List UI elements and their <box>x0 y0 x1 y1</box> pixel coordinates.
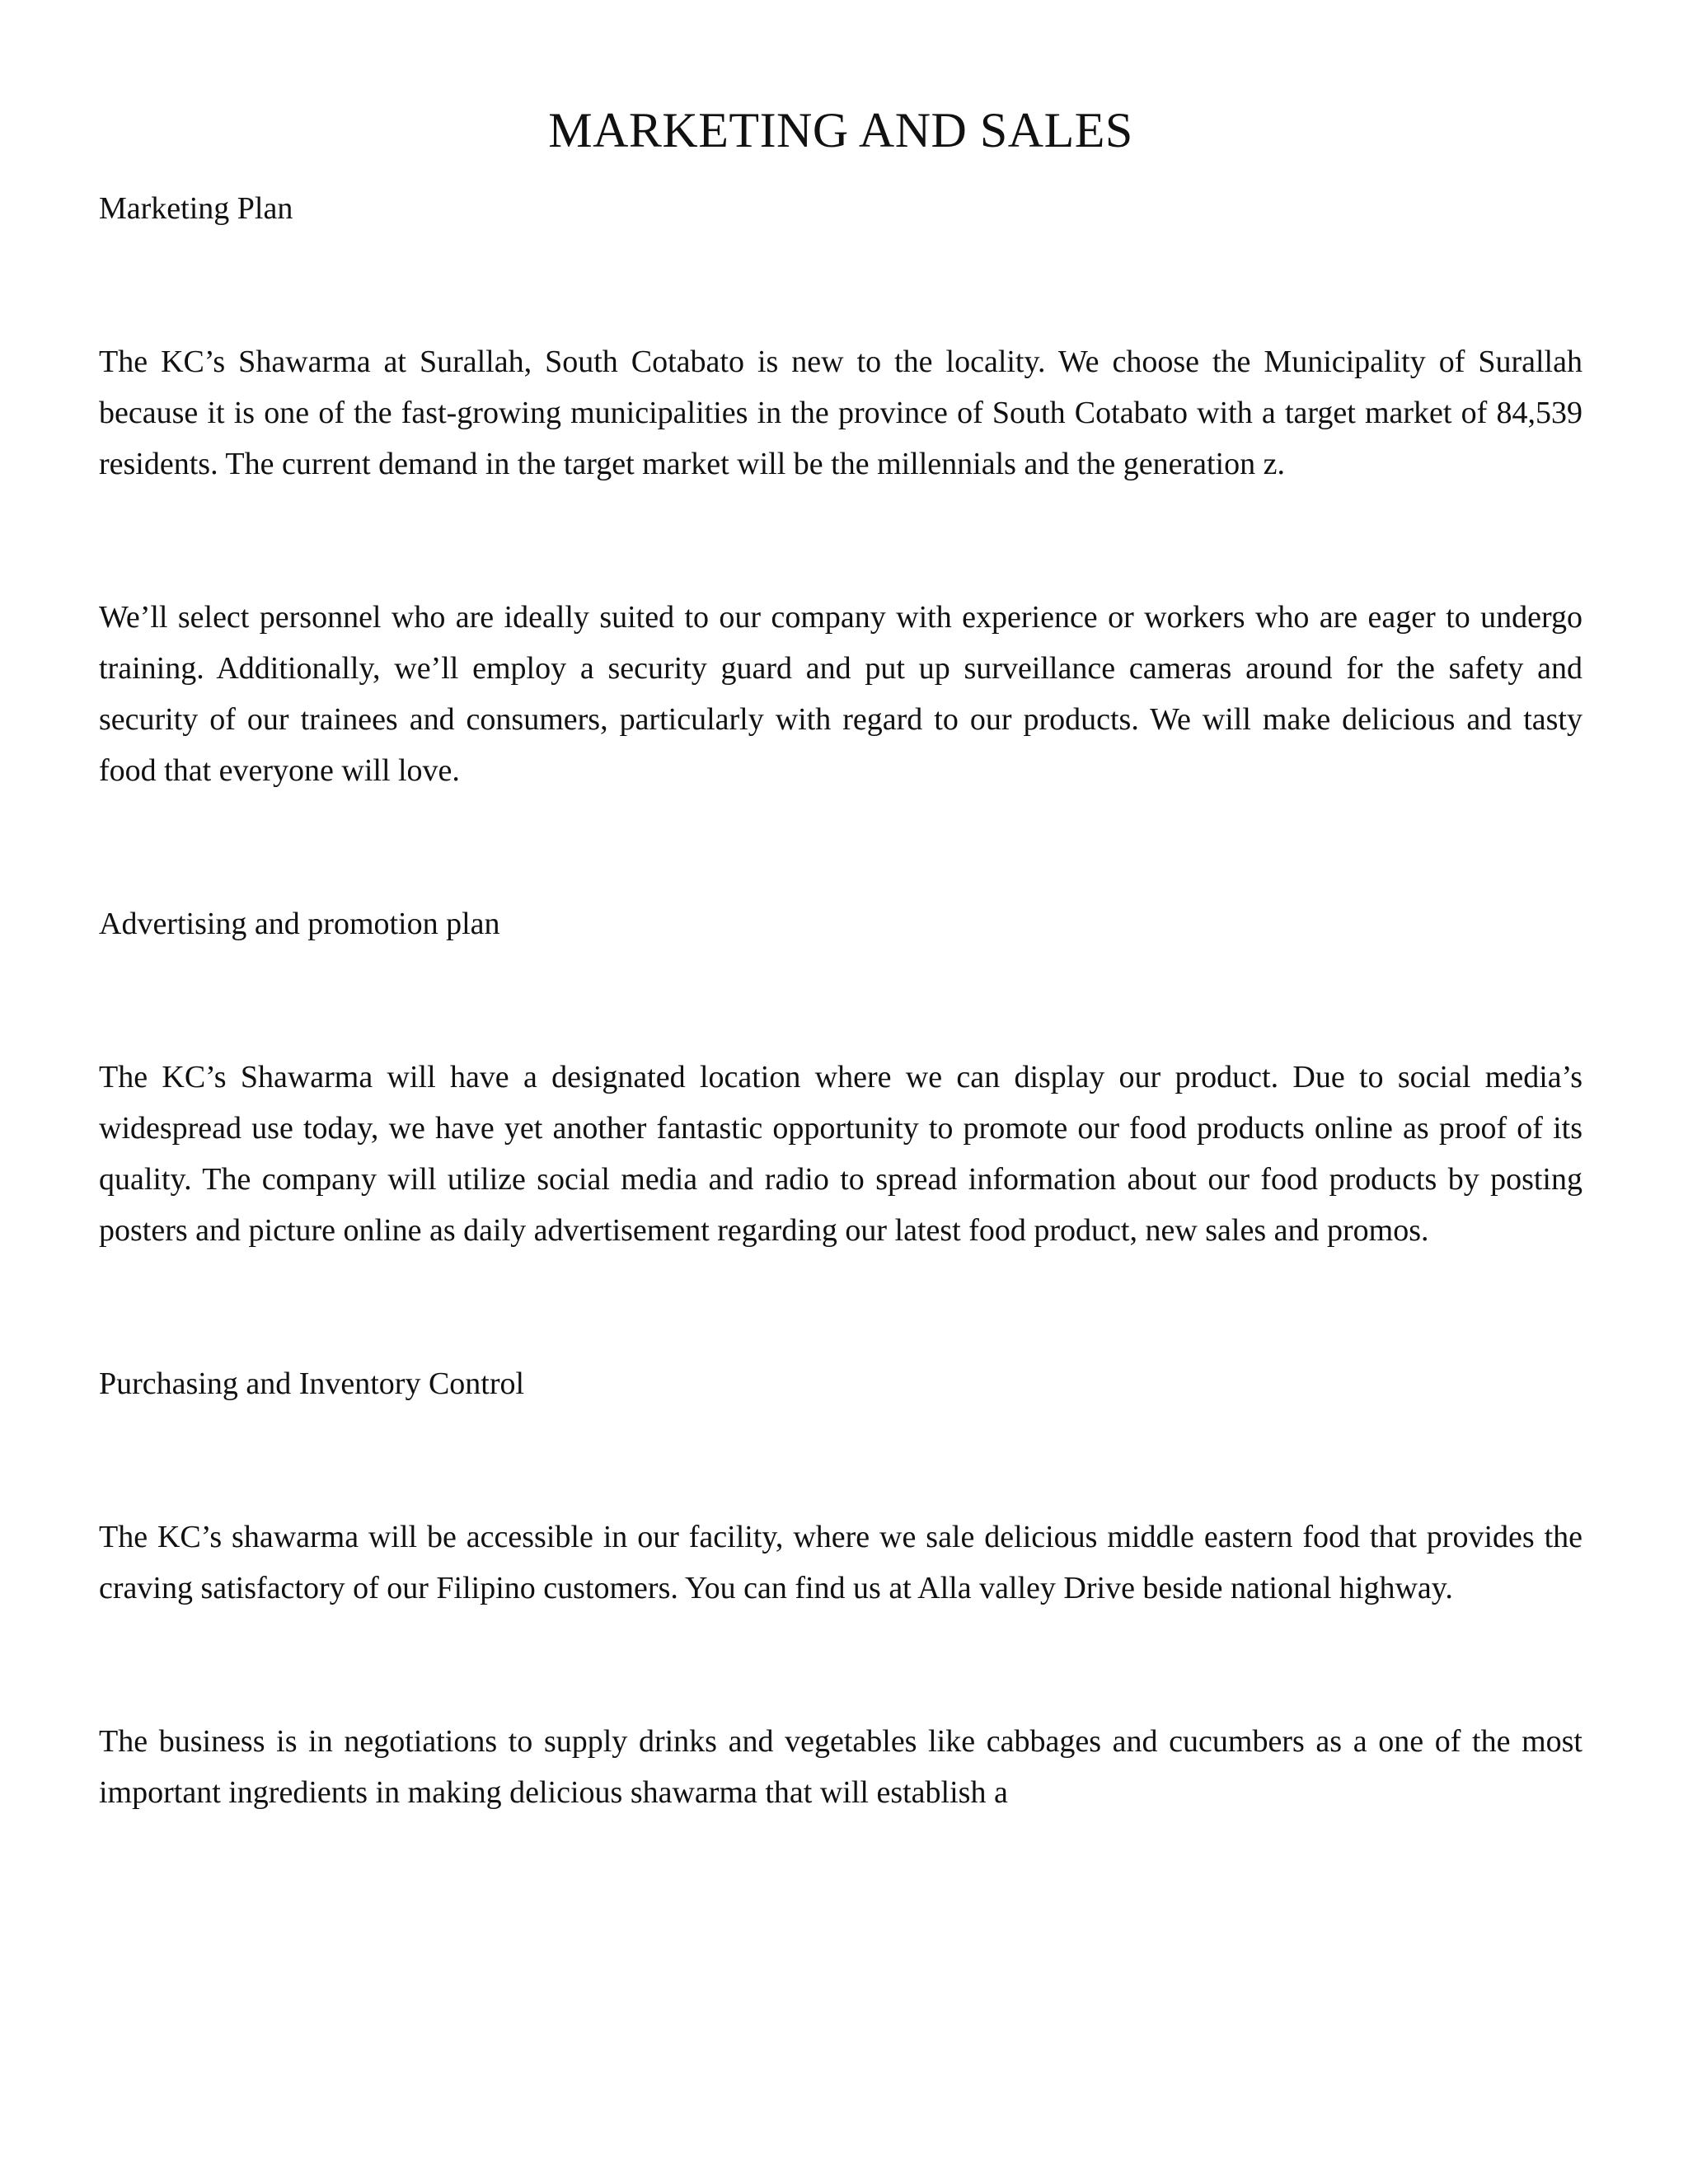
paragraph-marketing-plan-intro: The KC’s Shawarma at Surallah, South Cotabato is new to the locality. We choose the Municipality of Surallah because it is one of the fast-growing municipalities in the province of South Cotabato with a target market of 84,539 residents. The current demand in the target market will be the millennials and the generation z. <box>99 344 1582 481</box>
paragraph-personnel: We’ll select personnel who are ideally suited to our company with experience or workers who are eager to undergo training. Additionally, we’ll employ a security guard and put up surveillance cameras around for the safety and security of our trainees and consumers, particularly with regard to our products. We will make delicious and tasty food that everyone will love. <box>99 600 1582 788</box>
section-heading-marketing-plan: Marketing Plan <box>99 191 293 226</box>
paragraph-advertising: The KC’s Shawarma will have a designated location where we can display our product. Due to social media’s widespread use today, we have yet another fantastic opportunity to promote our food products online as proof of its quality. The company will utilize social media and radio to spread information about our food products by posting posters and picture online as daily advertisement regarding our latest food product, new sales and promos. <box>99 1060 1582 1248</box>
document-content <box>99 97 1582 1818</box>
paragraph-suppliers: The business is in negotiations to supply drinks and vegetables like cabbages and cucumbers as a one of the most important ingredients in making delicious shawarma that will establish a <box>99 1724 1582 1810</box>
paragraph-location: The KC’s shawarma will be accessible in our facility, where we sale delicious middle eastern food that provides the craving satisfactory of our Filipino customers. You can find us at Alla valley Drive beside national highway. <box>99 1520 1582 1605</box>
page-title: MARKETING AND SALES <box>548 103 1133 157</box>
section-heading-purchasing: Purchasing and Inventory Control <box>99 1366 525 1401</box>
section-heading-advertising: Advertising and promotion plan <box>99 907 500 941</box>
